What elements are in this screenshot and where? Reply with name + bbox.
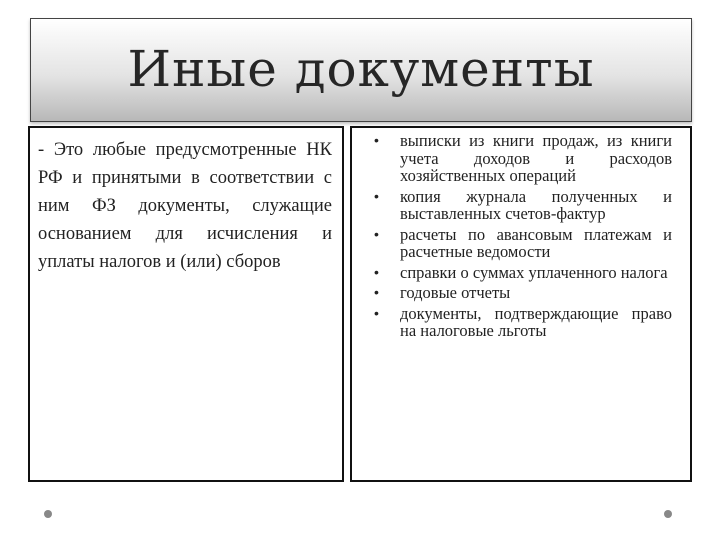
slide-title: Иные документы [127,40,595,98]
decor-dot-left [44,510,52,518]
list-item [362,226,672,261]
bullet-icon: • [374,132,379,148]
list-item-text: справки о суммах уплаченного налога [400,262,668,282]
bullet-icon: • [374,304,379,321]
bullet-icon: • [374,187,379,204]
definition-box [28,126,344,482]
list-item-text: выписки из книги продаж, из книги учета доходов и расходов хозяйственных операций [400,131,672,185]
title-banner [30,18,692,122]
bullet-icon: • [374,263,379,280]
documents-list-box [350,126,692,482]
list-item-text: расчеты по авансовым платежам и расчетные ведомости [400,224,672,261]
list-item-text: копия журнала полученных и выставленных счетов-фактур [400,186,672,223]
documents-list [362,132,672,340]
list-item [362,284,672,302]
list-item [362,188,672,223]
list-item-text: годовые отчеты [400,283,511,302]
decor-dot-right [664,510,672,518]
definition-text: - Это любые предусмотренные НК РФ и принятыми в соответствии с ним ФЗ документы, служащие основанием для исчисления и уплаты налогов и (или) сборов [38,140,332,272]
bullet-icon: • [374,284,379,300]
list-item [362,264,672,282]
list-item-text: документы, подтверждающие право на налоговые льготы [400,303,672,340]
bullet-icon: • [374,225,379,242]
list-item [362,305,672,340]
list-item [362,132,672,185]
